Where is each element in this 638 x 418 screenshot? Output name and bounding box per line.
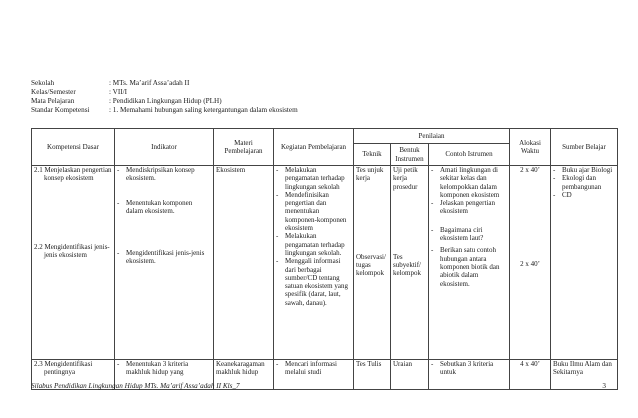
- list-item: - Bagaimana ciri ekosistem laut?: [431, 225, 484, 243]
- header-label: Sekolah: [31, 79, 55, 87]
- list-item: - Melakukan pengamatan terhadap lingkungan sekolah.: [276, 232, 345, 257]
- list-item: - CD: [553, 190, 572, 199]
- cell-materi: Ekosistem: [214, 166, 274, 360]
- cell-alokasi: 2 x 40’ 2 x 40’: [510, 166, 551, 360]
- list-item: - Jelaskan pengertian ekosistem: [431, 199, 496, 216]
- page-footer: [31, 382, 606, 390]
- list-item: - Mengidentifikasi jenis-jenis ekosistem.: [117, 249, 205, 266]
- syllabus-table: [31, 128, 618, 390]
- header-value: : VII/I: [109, 88, 128, 96]
- cell-sumber: [551, 166, 618, 360]
- list-item: - Melakukan pengamatan terhadap lingkungan sekolah: [276, 166, 345, 191]
- list-item: - Mendiskripsikan konsep ekosistem.: [117, 166, 195, 183]
- list-item: - Buku ajar Biologi: [553, 166, 613, 174]
- cell-teknik: Tes unjuk kerja Observasi/ tugas kelompok: [354, 166, 391, 360]
- header-alokasi-waktu: Alokasi Waktu: [510, 129, 551, 166]
- cell-bentuk: Uji petik kerja prosedur Tes subyektif/ kelompok: [391, 166, 429, 360]
- header-sumber-belajar: Sumber Belajar: [551, 129, 618, 166]
- list-item: - Ekologi dan pembangunan: [553, 174, 602, 191]
- list-item: - Sebutkan 3 kriteria untuk: [431, 360, 494, 377]
- list-item: - Mencari informasi melalui studi: [276, 360, 337, 377]
- list-item: - Menggali informasi dari berbagai sumber/CD tentang satuan ekosistem yang spesifik (darat, laut, sawah, danau).: [276, 257, 348, 307]
- header-row-subject: [31, 97, 298, 106]
- cell-indikator: [115, 166, 214, 360]
- header-indikator: Indikator: [115, 129, 214, 166]
- document-header: [31, 79, 298, 115]
- cell-kegiatan: [274, 166, 354, 360]
- header-label: Mata Pelajaran: [31, 97, 75, 105]
- header-row-competency: [31, 106, 298, 115]
- kd-item: 2.2 Mengidentifikasi jenis-jenis ekosistem: [34, 242, 110, 259]
- header-penilaian: Penilaian: [354, 129, 510, 144]
- header-row-class: [31, 88, 298, 97]
- header-kompetensi-dasar: Kompetensi Dasar: [32, 129, 115, 166]
- header-row-school: [31, 79, 298, 88]
- list-item: - Mendefinisikan pengertian dan menentukan komponen-komponen ekosistem: [276, 190, 347, 233]
- cell-kompetensi: [32, 166, 115, 360]
- header-value: : MTs. Ma’arif Assa’adah II: [109, 79, 190, 87]
- cell-teknik: Tes Tulis: [354, 360, 391, 390]
- cell-contoh: [429, 166, 510, 360]
- header-value: : 1. Memahami hubungan saling ketergantungan dalam ekosistem: [109, 106, 298, 114]
- list-item: - Menentukan komponen dalam ekosistem.: [117, 198, 193, 215]
- cell-alokasi: 4 x 40’: [510, 360, 551, 390]
- header-bentuk-instrumen: Bentuk Instrumen: [391, 144, 429, 166]
- list-item: - Amati lingkungan di sekitar kelas dan kelompokkan dalam komponen ekosistem: [431, 166, 500, 199]
- header-materi: Materi Pembelajaran: [214, 129, 274, 166]
- list-item: - Berikan satu contoh hubungan antara komponen biotik dan abiotik dalam ekosistem.: [431, 246, 500, 288]
- cell-kompetensi: 2.3 Mengidentifikasi pentingnya: [32, 360, 115, 390]
- header-label: Kelas/Semester: [31, 88, 76, 96]
- footer-text: Silabus Pendidikan Lingkungan Hidup MTs. Ma’arif Assa’adah II Kls_7: [31, 382, 240, 390]
- header-kegiatan: Kegiatan Pembelajaran: [274, 129, 354, 166]
- page-number: 3: [602, 382, 606, 390]
- table-row: [32, 166, 618, 360]
- header-label: Standar Kompetensi: [31, 106, 90, 114]
- cell-bentuk: Uraian: [391, 360, 429, 390]
- list-item: - Menentukan 3 kriteria makhluk hidup yang: [117, 360, 189, 377]
- header-teknik: Teknik: [354, 144, 391, 166]
- kd-item: 2.1 Menjelaskan pengertian konsep ekosistem: [34, 166, 112, 183]
- header-contoh-instrumen: Contoh Istrumen: [429, 144, 510, 166]
- cell-sumber: Buku Ilmu Alam dan Sekitarnya: [551, 360, 618, 390]
- header-value: : Pendidikan Lingkungan Hidup (PLH): [109, 97, 222, 105]
- cell-materi: Keanekaragaman makhluk hidup: [214, 360, 274, 390]
